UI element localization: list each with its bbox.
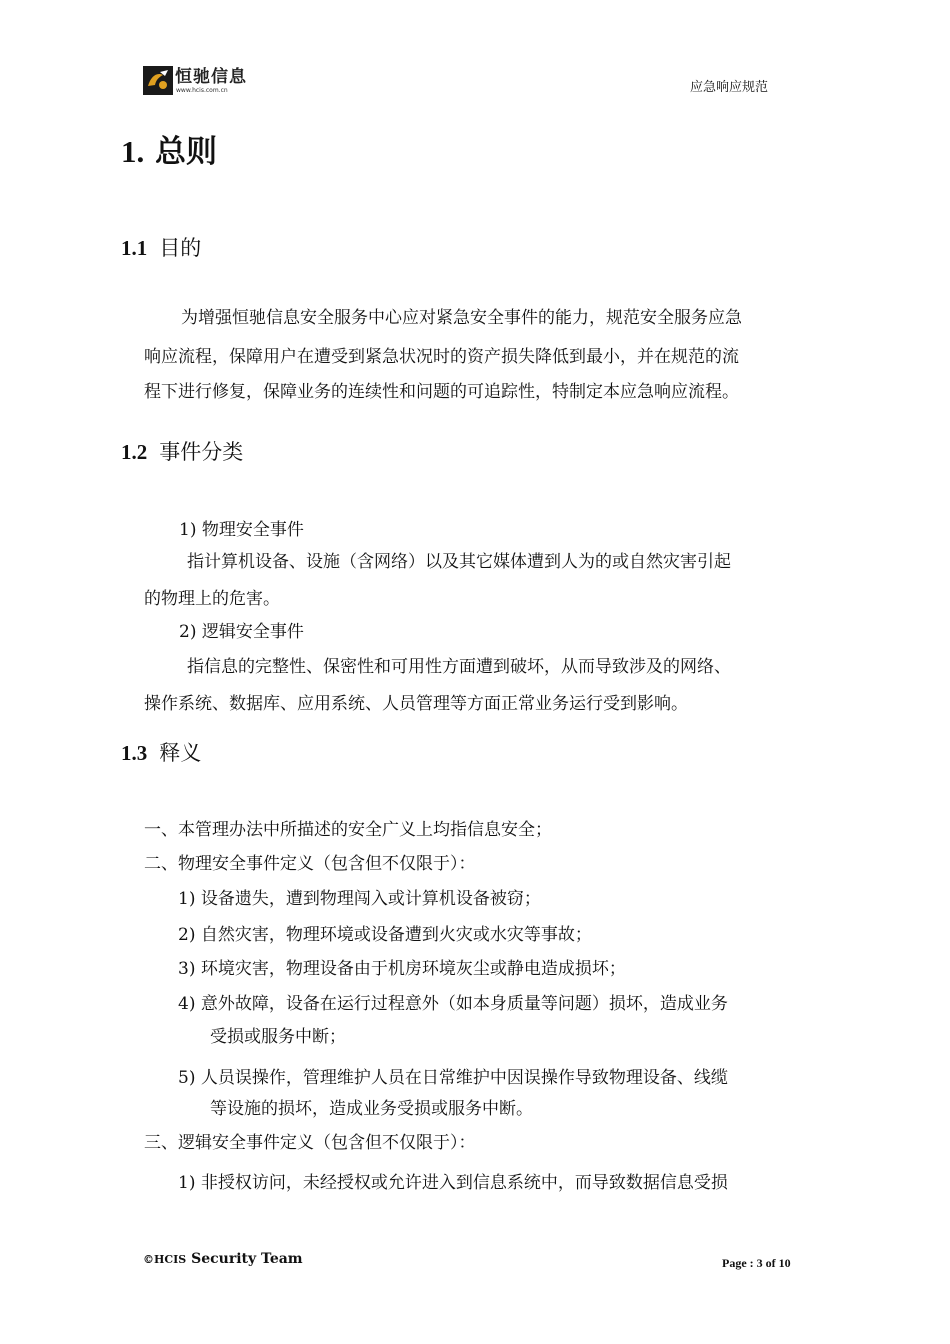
paragraph-line: 二、物理安全事件定义（包含但不仅限于）： bbox=[144, 854, 476, 874]
document-title: 应急响应规范 bbox=[690, 80, 769, 95]
list-item: 2) 逻辑安全事件 bbox=[179, 622, 304, 642]
list-item: 5) 人员误操作，管理维护人员在日常维护中因误操作导致物理设备、线缆 bbox=[178, 1068, 728, 1088]
paragraph-line: 操作系统、数据库、应用系统、人员管理等方面正常业务运行受到影响。 bbox=[144, 694, 688, 714]
subsection-title: 目的 bbox=[159, 236, 202, 260]
list-item: 1) 非授权访问，未经授权或允许进入到信息系统中，而导致数据信息受损 bbox=[178, 1173, 728, 1193]
paragraph-line: 指信息的完整性、保密性和可用性方面遭到破坏，从而导致涉及的网络、 bbox=[187, 657, 731, 677]
paragraph-line: 三、逻辑安全事件定义（包含但不仅限于）： bbox=[144, 1133, 476, 1153]
logo-url: www.hcis.com.cn bbox=[176, 87, 228, 94]
paragraph-line: 指计算机设备、设施（含网络）以及其它媒体遭到人为的或自然灾害引起 bbox=[187, 552, 731, 572]
list-item-continuation: 等设施的损坏，造成业务受损或服务中断。 bbox=[210, 1099, 533, 1119]
paragraph-line: 程下进行修复，保障业务的连续性和问题的可追踪性，特制定本应急响应流程。 bbox=[144, 382, 739, 402]
paragraph-line: 为增强恒驰信息安全服务中心应对紧急安全事件的能力，规范安全服务应急 bbox=[181, 308, 742, 328]
subsection-number: 1.3 bbox=[121, 741, 148, 765]
list-item: 4) 意外故障，设备在运行过程意外（如本身质量等问题）损坏，造成业务 bbox=[178, 994, 728, 1014]
subsection-heading-1-1 bbox=[121, 235, 201, 261]
list-item-continuation: 受损或服务中断； bbox=[210, 1027, 346, 1047]
paragraph-line: 响应流程，保障用户在遭受到紧急状况时的资产损失降低到最小，并在规范的流 bbox=[144, 347, 739, 367]
page-number: Page : 3 of 10 bbox=[722, 1256, 791, 1270]
subsection-heading-1-2 bbox=[121, 439, 243, 465]
subsection-number: 1.1 bbox=[121, 236, 148, 260]
list-item: 2) 自然灾害，物理环境或设备遭到火灾或水灾等事故； bbox=[178, 925, 592, 945]
section-number: 1. bbox=[121, 134, 145, 169]
logo-emblem-icon bbox=[143, 66, 173, 95]
logo-text: 恒驰信息 bbox=[175, 67, 247, 87]
section-title: 总则 bbox=[155, 134, 218, 170]
section-heading-1 bbox=[121, 133, 217, 171]
list-item: 1) 设备遗失，遭到物理闯入或计算机设备被窃； bbox=[178, 889, 541, 909]
footer-copyright bbox=[143, 1250, 303, 1269]
copyright-text: ©HCIS bbox=[143, 1253, 187, 1266]
list-item: 3) 环境灾害，物理设备由于机房环境灰尘或静电造成损坏； bbox=[178, 959, 626, 979]
team-name: Security Team bbox=[191, 1251, 303, 1267]
subsection-heading-1-3 bbox=[121, 740, 201, 766]
list-item: 1) 物理安全事件 bbox=[179, 520, 304, 540]
paragraph-line: 一、本管理办法中所描述的安全广义上均指信息安全； bbox=[144, 820, 552, 840]
company-logo bbox=[143, 66, 255, 95]
paragraph-line: 的物理上的危害。 bbox=[144, 589, 280, 609]
subsection-title: 事件分类 bbox=[159, 440, 244, 464]
subsection-number: 1.2 bbox=[121, 440, 148, 464]
subsection-title: 释义 bbox=[159, 741, 202, 765]
